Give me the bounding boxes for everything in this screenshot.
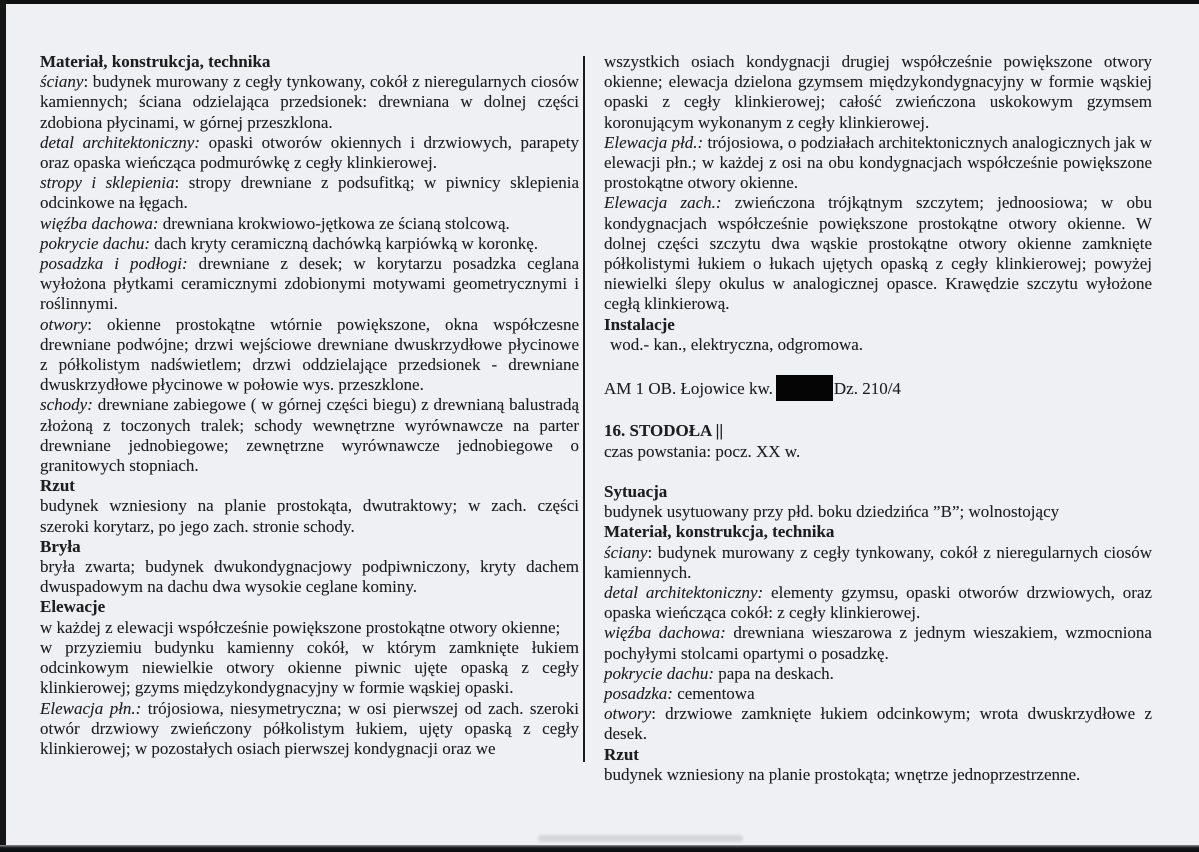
- body-text: budynek wzniesiony na planie prostokąta, dwutraktowy; w zach. części szeroki korytarz, po jego zach. stronie schody.: [40, 496, 579, 536]
- paragraph: [604, 52, 1152, 133]
- paragraph: [604, 623, 1152, 663]
- blank-line: [604, 462, 1152, 482]
- term-label: pokrycie dachu:: [604, 663, 714, 683]
- body-text: : drzwiowe zamknięte łukiem odcinkowym; wrota dwuskrzydłowe z desek.: [604, 704, 1152, 744]
- paragraph: [604, 193, 1152, 314]
- section-heading: Materiał, konstrukcja, technika: [40, 52, 271, 71]
- body-text: cementowa: [672, 684, 755, 704]
- body-text: w każdej z elewacji współcześnie powiększone prostokątne otwory okienne;: [40, 617, 561, 637]
- body-text: papa na deskach.: [713, 663, 834, 683]
- paragraph: [604, 664, 1152, 684]
- body-text: drewniana krokwiowo-jętkowa ze ścianą stolcową.: [158, 213, 510, 233]
- paragraph: [604, 133, 1152, 194]
- paragraph: [40, 557, 579, 597]
- paragraph: [604, 502, 1152, 522]
- term-label: stropy i sklepienia: [40, 173, 175, 193]
- term-label: Elewacja płn.:: [40, 698, 142, 718]
- section-heading: Rzut: [604, 744, 639, 764]
- body-text: bryła zwarta; budynek dwukondygnacjowy podpiwniczony, kryty dachem dwuspadowym na dachu dwa wysokie ceglane kominy.: [40, 557, 579, 597]
- paragraph: [604, 335, 1152, 355]
- paragraph: [604, 442, 1152, 462]
- paragraph: [40, 618, 579, 638]
- term-label: więźba dachowa:: [604, 623, 726, 643]
- term-label: posadzka:: [604, 684, 673, 704]
- body-text: dach kryty ceramiczną dachówką karpiówką w koronkę.: [149, 233, 538, 253]
- body-text: w przyziemiu budynku kamienny cokół, w którym zamknięte łukiem odcinkowym niewielkie otwory okienne piwnic ujęte opaską z cegły klinkierowej; gzyms międzykondygnacyjny w formie wąskiej opaski.: [40, 637, 579, 698]
- body-text: budynek wzniesiony na planie prostokąta; wnętrze jednoprzestrzenne.: [604, 764, 1081, 784]
- paragraph: [40, 638, 579, 699]
- body-text: elementy gzymsu, opaski otworów drzwiowych, oraz opaska wieńcząca cokół: z cegły klinkierowej.: [604, 583, 1153, 623]
- right-column: [604, 52, 1152, 785]
- scan-edge-top: [0, 0, 1199, 4]
- paragraph: [604, 583, 1152, 623]
- blank-line: [604, 401, 1152, 421]
- term-label: otwory: [604, 704, 652, 724]
- paragraph: [40, 173, 579, 213]
- body-text: wod.- kan., elektryczna, odgromowa.: [610, 334, 864, 354]
- term-label: Elewacja zach.:: [604, 193, 722, 213]
- term-label: detal architektoniczny:: [604, 583, 764, 603]
- paragraph: [40, 496, 579, 536]
- body-text: opaski otworów okiennych i drzwiowych, parapety oraz opaska wieńcząca podmurówkę z cegły klinkierowej.: [40, 132, 579, 173]
- body-text: drewniana wieszarowa z jednym wieszakiem, wzmocniona pochyłymi stolcami opartymi o posadzkę.: [604, 623, 1152, 663]
- paragraph: [604, 375, 1152, 401]
- body-text: : stropy drewniane z podsufitką; w piwnicy sklepienia odcinkowe na łęgach.: [40, 173, 580, 213]
- body-text: : budynek murowany z cegły tynkowany, cokół z nieregularnych ciosów kamiennych; ściana odzielająca przedsionek: drewniana w dolnej części zdobiona płycinami, w górnej przeszklona.: [40, 72, 579, 132]
- body-text: wszystkich osiach kondygnacji drugiej współcześnie powiększone otwory okienne; elewacja dzielona gzymsem międzykondygnacyjny w formie wąskiej opaski z cegły klinkierowej; całość zwieńczona uskokowym gzymsem koronującym wykonanym z cegły klinkierowej.: [604, 52, 1152, 132]
- section-heading: Rzut: [40, 476, 75, 496]
- paragraph: [40, 699, 579, 760]
- body-text: budynek usytuowany przy płd. boku dziedzińca ”B”; wolnostojący: [604, 502, 1060, 522]
- paragraph: [604, 704, 1152, 744]
- term-label: więźba dachowa:: [40, 213, 159, 233]
- paragraph: [40, 72, 579, 133]
- paragraph: [40, 395, 579, 476]
- paragraph: [40, 214, 579, 234]
- scan-edge-left: [0, 0, 6, 852]
- paragraph: [40, 234, 579, 254]
- term-label: otwory: [40, 314, 88, 334]
- body-text: trójosiowa, niesymetryczna; w osi pierwszej od zach. szeroki otwór drzwiowy zwieńczony półkolistym łukiem, ujęty opaską z cegły klinkierowej; w pozostałych osiach pierwszej kondygnacji oraz we: [40, 698, 579, 758]
- paragraph: [604, 684, 1152, 704]
- redaction-box: [776, 375, 833, 401]
- body-text: Dz. 210/4: [833, 379, 901, 399]
- section-heading: Elewacje: [40, 597, 106, 617]
- paragraph: [40, 315, 579, 396]
- body-text: AM 1 OB. Łojowice kw.: [604, 379, 773, 399]
- scan-smudge: [538, 835, 743, 842]
- section-heading: Instalacje: [604, 314, 675, 334]
- term-label: posadzka i podłogi:: [40, 254, 188, 274]
- body-text: czas powstania: pocz. XX w.: [604, 441, 801, 461]
- body-text: drewniane zabiegowe ( w górnej części biegu) z drewnianą balustradą złożoną z toczonych tralek; schody wewnętrzne wyrównawcze na parter drewniane jednobiegowe; zewnętrzne wyrównawcze jednobiegowe o granitowych stopniach.: [40, 395, 579, 476]
- paragraph: [604, 765, 1152, 785]
- term-label: pokrycie dachu:: [40, 233, 150, 253]
- term-label: ściany: [40, 72, 84, 92]
- paragraph: [604, 543, 1152, 583]
- section-heading: Materiał, konstrukcja, technika: [604, 522, 835, 542]
- body-text: zwieńczona trójkątnym szczytem; jednoosiowa; w obu kondygnacjach współcześnie powiększone prostokątne otwory okienne. W dolnej części szczytu dwa wąskie prostokątne otwory okienne zamknięte półkolistymi łukiem o łukach ujętych opaską z cegły klinkierowej; powyżej niewielki ślepy okulus w analogicznej opasce. Krawędzie szczytu wyłożone cegłą klinkierową.: [604, 193, 1152, 314]
- body-text: trójosiowa, o podziałach architektonicznych analogicznych jak w elewacji płn.; w każdej z osi na obu kondygnacjach współcześnie powiększone prostokątne otwory okienne.: [604, 132, 1152, 193]
- body-text: : budynek murowany z cegły tynkowany, cokół z nieregularnych ciosów kamiennych.: [604, 542, 1152, 582]
- blank-line: [604, 355, 1152, 375]
- body-text: drewniane z desek; w korytarzu posadzka ceglana wyłożona płytkami ceramicznymi zdobionymi motywami geometrycznymi i roślinnymi.: [40, 254, 580, 314]
- body-text: : okienne prostokątne wtórnie powiększone, okna współczesne drewniane podwójne; drzwi wejściowe drewniane dwuskrzydłowe płycinowe z półkolistym nadświetlem; drzwi oddzielające przedsionek - drewniane dwuskrzydłowe płycinowe w połowie wys. przeszklone.: [40, 314, 579, 395]
- term-label: Elewacja płd.:: [604, 132, 704, 152]
- term-label: ściany: [604, 542, 648, 562]
- column-divider-rule: [583, 56, 585, 762]
- paragraph: [40, 254, 579, 315]
- left-column: [40, 52, 579, 759]
- term-label: detal architektoniczny:: [40, 132, 201, 152]
- paragraph: [40, 133, 579, 173]
- section-heading: 16. STODOŁA ||: [604, 421, 724, 441]
- term-label: schody:: [40, 395, 93, 415]
- section-heading: Bryła: [40, 536, 81, 556]
- section-heading: Sytuacja: [604, 482, 668, 502]
- scan-edge-bottom: [0, 845, 1199, 852]
